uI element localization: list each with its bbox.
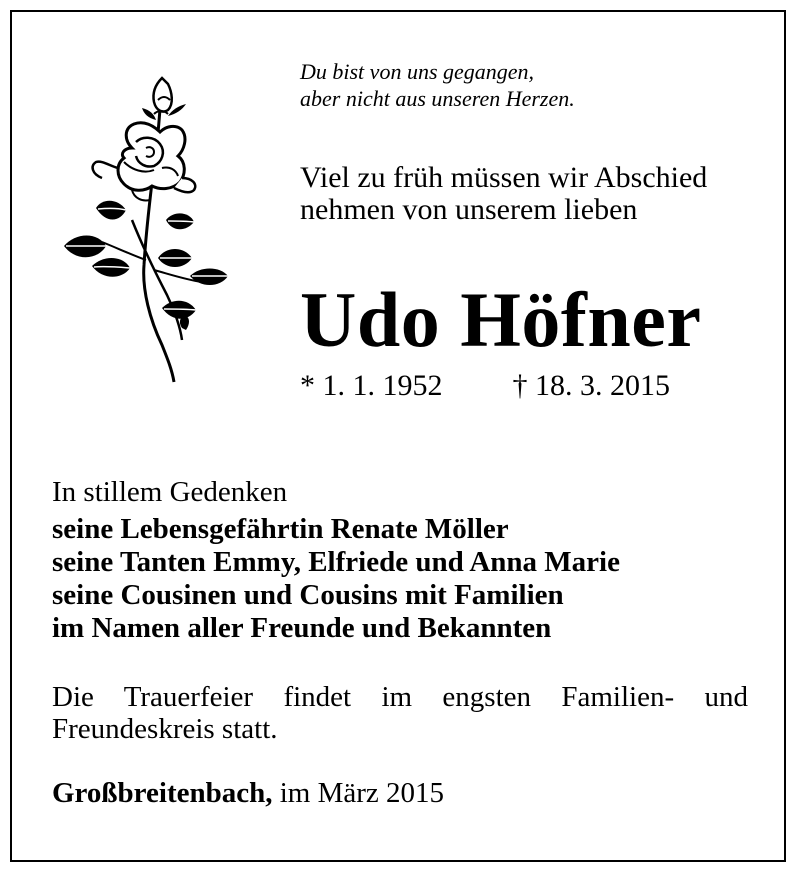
motto-line-1: Du bist von uns gegangen,: [300, 59, 535, 84]
mourners-list: [52, 513, 620, 645]
mourner-line: seine Lebensgefährtin Renate Möller: [52, 513, 509, 545]
place-date: im März 2015: [272, 777, 445, 809]
service-notice: [52, 681, 748, 745]
service-line-2: Freundeskreis statt.: [52, 713, 278, 745]
mourner-line: seine Tanten Emmy, Elfriede und Anna Marie: [52, 546, 620, 578]
death-date: † 18. 3. 2015: [512, 369, 670, 402]
motto-line-2: aber nicht aus unseren Herzen.: [300, 86, 575, 111]
birth-date: * 1. 1. 1952: [300, 369, 443, 402]
deceased-name: Udo Höfner: [300, 276, 702, 363]
intro-line-2: nehmen von unserem lieben: [300, 193, 638, 226]
life-dates: [300, 368, 670, 404]
rose-icon: [62, 70, 232, 385]
memory-line: In stillem Gedenken: [52, 476, 288, 508]
place-and-date: [52, 777, 444, 809]
service-line-1: Die Trauerfeier findet im engsten Familien- und: [52, 681, 748, 713]
place-city: Großbreitenbach,: [52, 777, 273, 809]
intro-line-1: Viel zu früh müssen wir Abschied: [300, 161, 708, 194]
intro-text: [300, 162, 707, 226]
motto: [300, 58, 575, 112]
mourner-line: seine Cousinen und Cousins mit Familien: [52, 579, 564, 611]
mourner-line: im Namen aller Freunde und Bekannten: [52, 612, 552, 644]
